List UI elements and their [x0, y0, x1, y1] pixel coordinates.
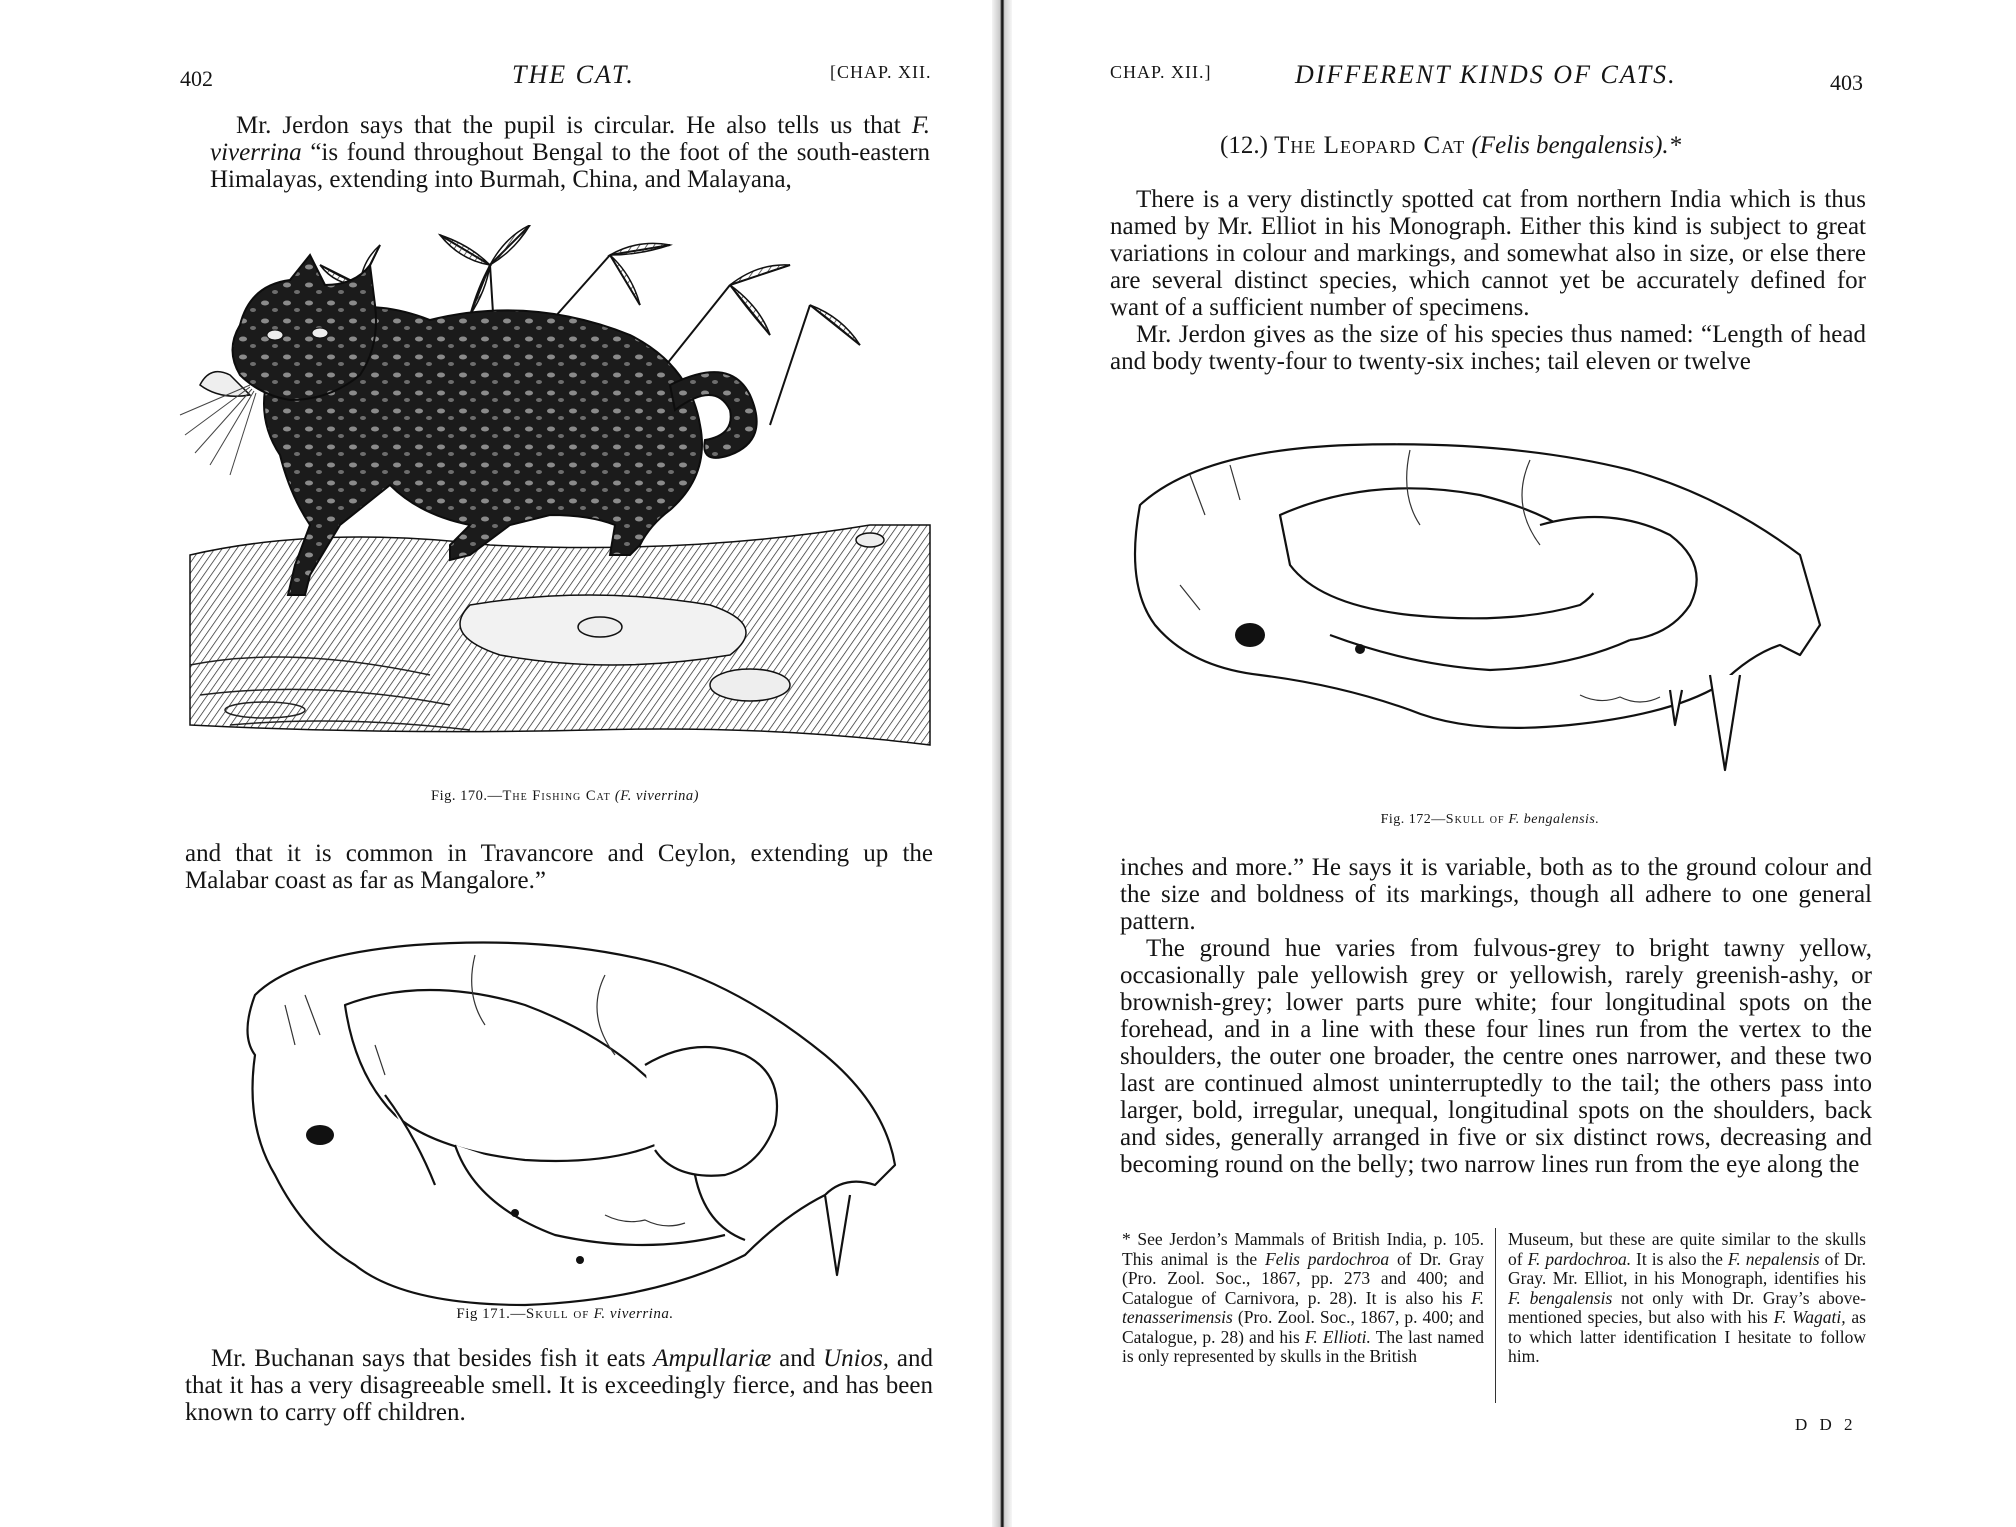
section-number: (12.): [1220, 132, 1268, 159]
genus-name: Ampullariæ: [653, 1345, 772, 1372]
paragraph-2-text: Mr. Jerdon gives as the size of his species thus named: “Length of head and body twenty-four to twenty-six inches; tail eleven or twelve: [1110, 321, 1866, 375]
text-run: Mr. Jerdon says that the pupil is circular. He also tells us that: [236, 112, 912, 139]
page-number: 403: [1830, 70, 1863, 95]
genus-name: Unios,: [823, 1345, 890, 1372]
text-run: and that it has a very disagreeable smell. It is exceedingly fierce, and has been known to carry off children.: [185, 1345, 933, 1426]
species-name: F. nepalensis: [1727, 1248, 1820, 1269]
figure-title: Skull of: [525, 1306, 590, 1322]
text-run: The last named is only represented by skulls in the British: [1122, 1326, 1485, 1366]
species-name: F. bengalensis: [1508, 1287, 1613, 1308]
fishing-cat-illustration: [170, 225, 940, 785]
section-species: (Felis bengalensis).*: [1471, 132, 1682, 159]
footnote-divider: [1495, 1228, 1496, 1403]
text-run: * See Jerdon’s Mammals of British India, p. 105. This animal is the: [1122, 1229, 1484, 1269]
paragraph-3: [185, 1345, 933, 1426]
text-run: and: [771, 1345, 824, 1372]
figure-species: F. bengalensis.: [1508, 812, 1600, 827]
chapter-reference: [CHAP. XII.: [830, 62, 932, 82]
chapter-reference: CHAP. XII.]: [1110, 62, 1212, 82]
text-run: “is found throughout Bengal to the foot of the south-eastern Himalayas, extending into Burmah, China, and Malayana,: [210, 139, 930, 193]
footnote-column-left: [1122, 1230, 1484, 1367]
figure-title: Skull of: [1445, 812, 1505, 827]
paragraph-4-text: The ground hue varies from fulvous-grey to bright tawny yellow, occasionally pale yellowish grey or yellowish, rarely greenish-ashy, or brownish-grey; lower parts pure white; four longitudinal spots on the forehead, and in a line with these four lines run from the vertex to the shoulders, the outer one broader, the centre ones narrower, and these two last are continued almost uninterruptedly to the tail; the others pass into larger, bold, irregular, unequal, longitudinal spots on the shoulders, back and sides, generally arranged in five or six distinct rows, decreasing and becoming round on the belly; two narrow lines run from the eye along the: [1120, 935, 1872, 1178]
running-title: THE CAT.: [512, 60, 635, 89]
section-title: The Leopard Cat: [1274, 132, 1466, 159]
figure-172-caption: [1340, 812, 1640, 828]
text-run: of Dr. Gray. Mr. Elliot, in his Monograph, identifies his: [1508, 1248, 1867, 1288]
section-heading: [1220, 132, 1681, 160]
footnote-text: [1122, 1230, 1484, 1367]
species-name: F. Ellioti.: [1304, 1326, 1371, 1347]
paragraphs-1-2: [1110, 186, 1866, 375]
figure-number: Fig. 170.—: [431, 788, 503, 804]
figure-number: Fig 171.—: [456, 1306, 526, 1322]
text-run: of Dr. Gray (Pro. Zool. Soc., 1867, pp. 273 and 400; and Catalogue of Carnivora, p. 28). It is also his: [1122, 1248, 1484, 1308]
right-page: [1010, 0, 2016, 1527]
footnote-column-right: [1508, 1230, 1866, 1367]
skull-bengalensis-illustration: [1110, 435, 1870, 800]
running-title: DIFFERENT KINDS OF CATS.: [1295, 60, 1677, 89]
book-gutter: [992, 0, 1012, 1527]
figure-species: (F. viverrina): [614, 788, 699, 804]
paragraph-3-text: inches and more.” He says it is variable, both as to the ground colour and the size and boldness of its markings, though all adhere to one general pattern.: [1120, 854, 1872, 935]
text-run: (Pro. Zool. Soc., 1867, p. 400; and Catalogue, p. 28) and his: [1122, 1307, 1484, 1347]
skull-viverrina-illustration: [225, 935, 915, 1320]
footnote-text: [1508, 1230, 1866, 1367]
species-name: F. viverrina: [210, 112, 930, 166]
figure-171-caption: [420, 1306, 710, 1323]
paragraph-2-text: and that it is common in Travancore and Ceylon, extending up the Malabar coast as far as Mangalore.”: [185, 840, 933, 894]
text-run: It is also the: [1631, 1248, 1728, 1269]
paragraph-2: [185, 840, 933, 894]
paragraphs-3-4: [1120, 854, 1872, 1178]
page-number: 402: [180, 66, 213, 91]
figure-title: The Fishing Cat: [502, 788, 611, 804]
text-run: Museum, but these are quite similar to the skulls of: [1508, 1229, 1866, 1269]
species-name: Felis pardochroa: [1265, 1248, 1390, 1269]
left-page: [0, 0, 1000, 1527]
species-name: F. pardochroa.: [1527, 1248, 1632, 1269]
species-name: F. tenasserimensis: [1122, 1287, 1484, 1327]
figure-species: F. viverrina.: [593, 1306, 674, 1322]
signature-mark: D D 2: [1795, 1415, 1857, 1434]
paragraph-1: [210, 112, 930, 193]
species-name: F. Wagati,: [1773, 1307, 1846, 1327]
text-run: as to which latter identification I hesitate to follow him.: [1508, 1307, 1866, 1366]
text-run: not only with Dr. Gray’s above-mentioned species, but also with his: [1508, 1287, 1866, 1327]
text-run: Mr. Buchanan says that besides fish it eats: [211, 1345, 654, 1372]
figure-170-caption: [400, 788, 730, 805]
figure-number: Fig. 172—: [1380, 812, 1446, 827]
paragraph-1-text: There is a very distinctly spotted cat from northern India which is thus named by Mr. Elliot in his Monograph. Either this kind is subject to great variations in colour and markings, and somewhat also in size, or else there are several distinct species, which cannot yet be accurately defined for want of a sufficient number of specimens.: [1110, 186, 1866, 321]
